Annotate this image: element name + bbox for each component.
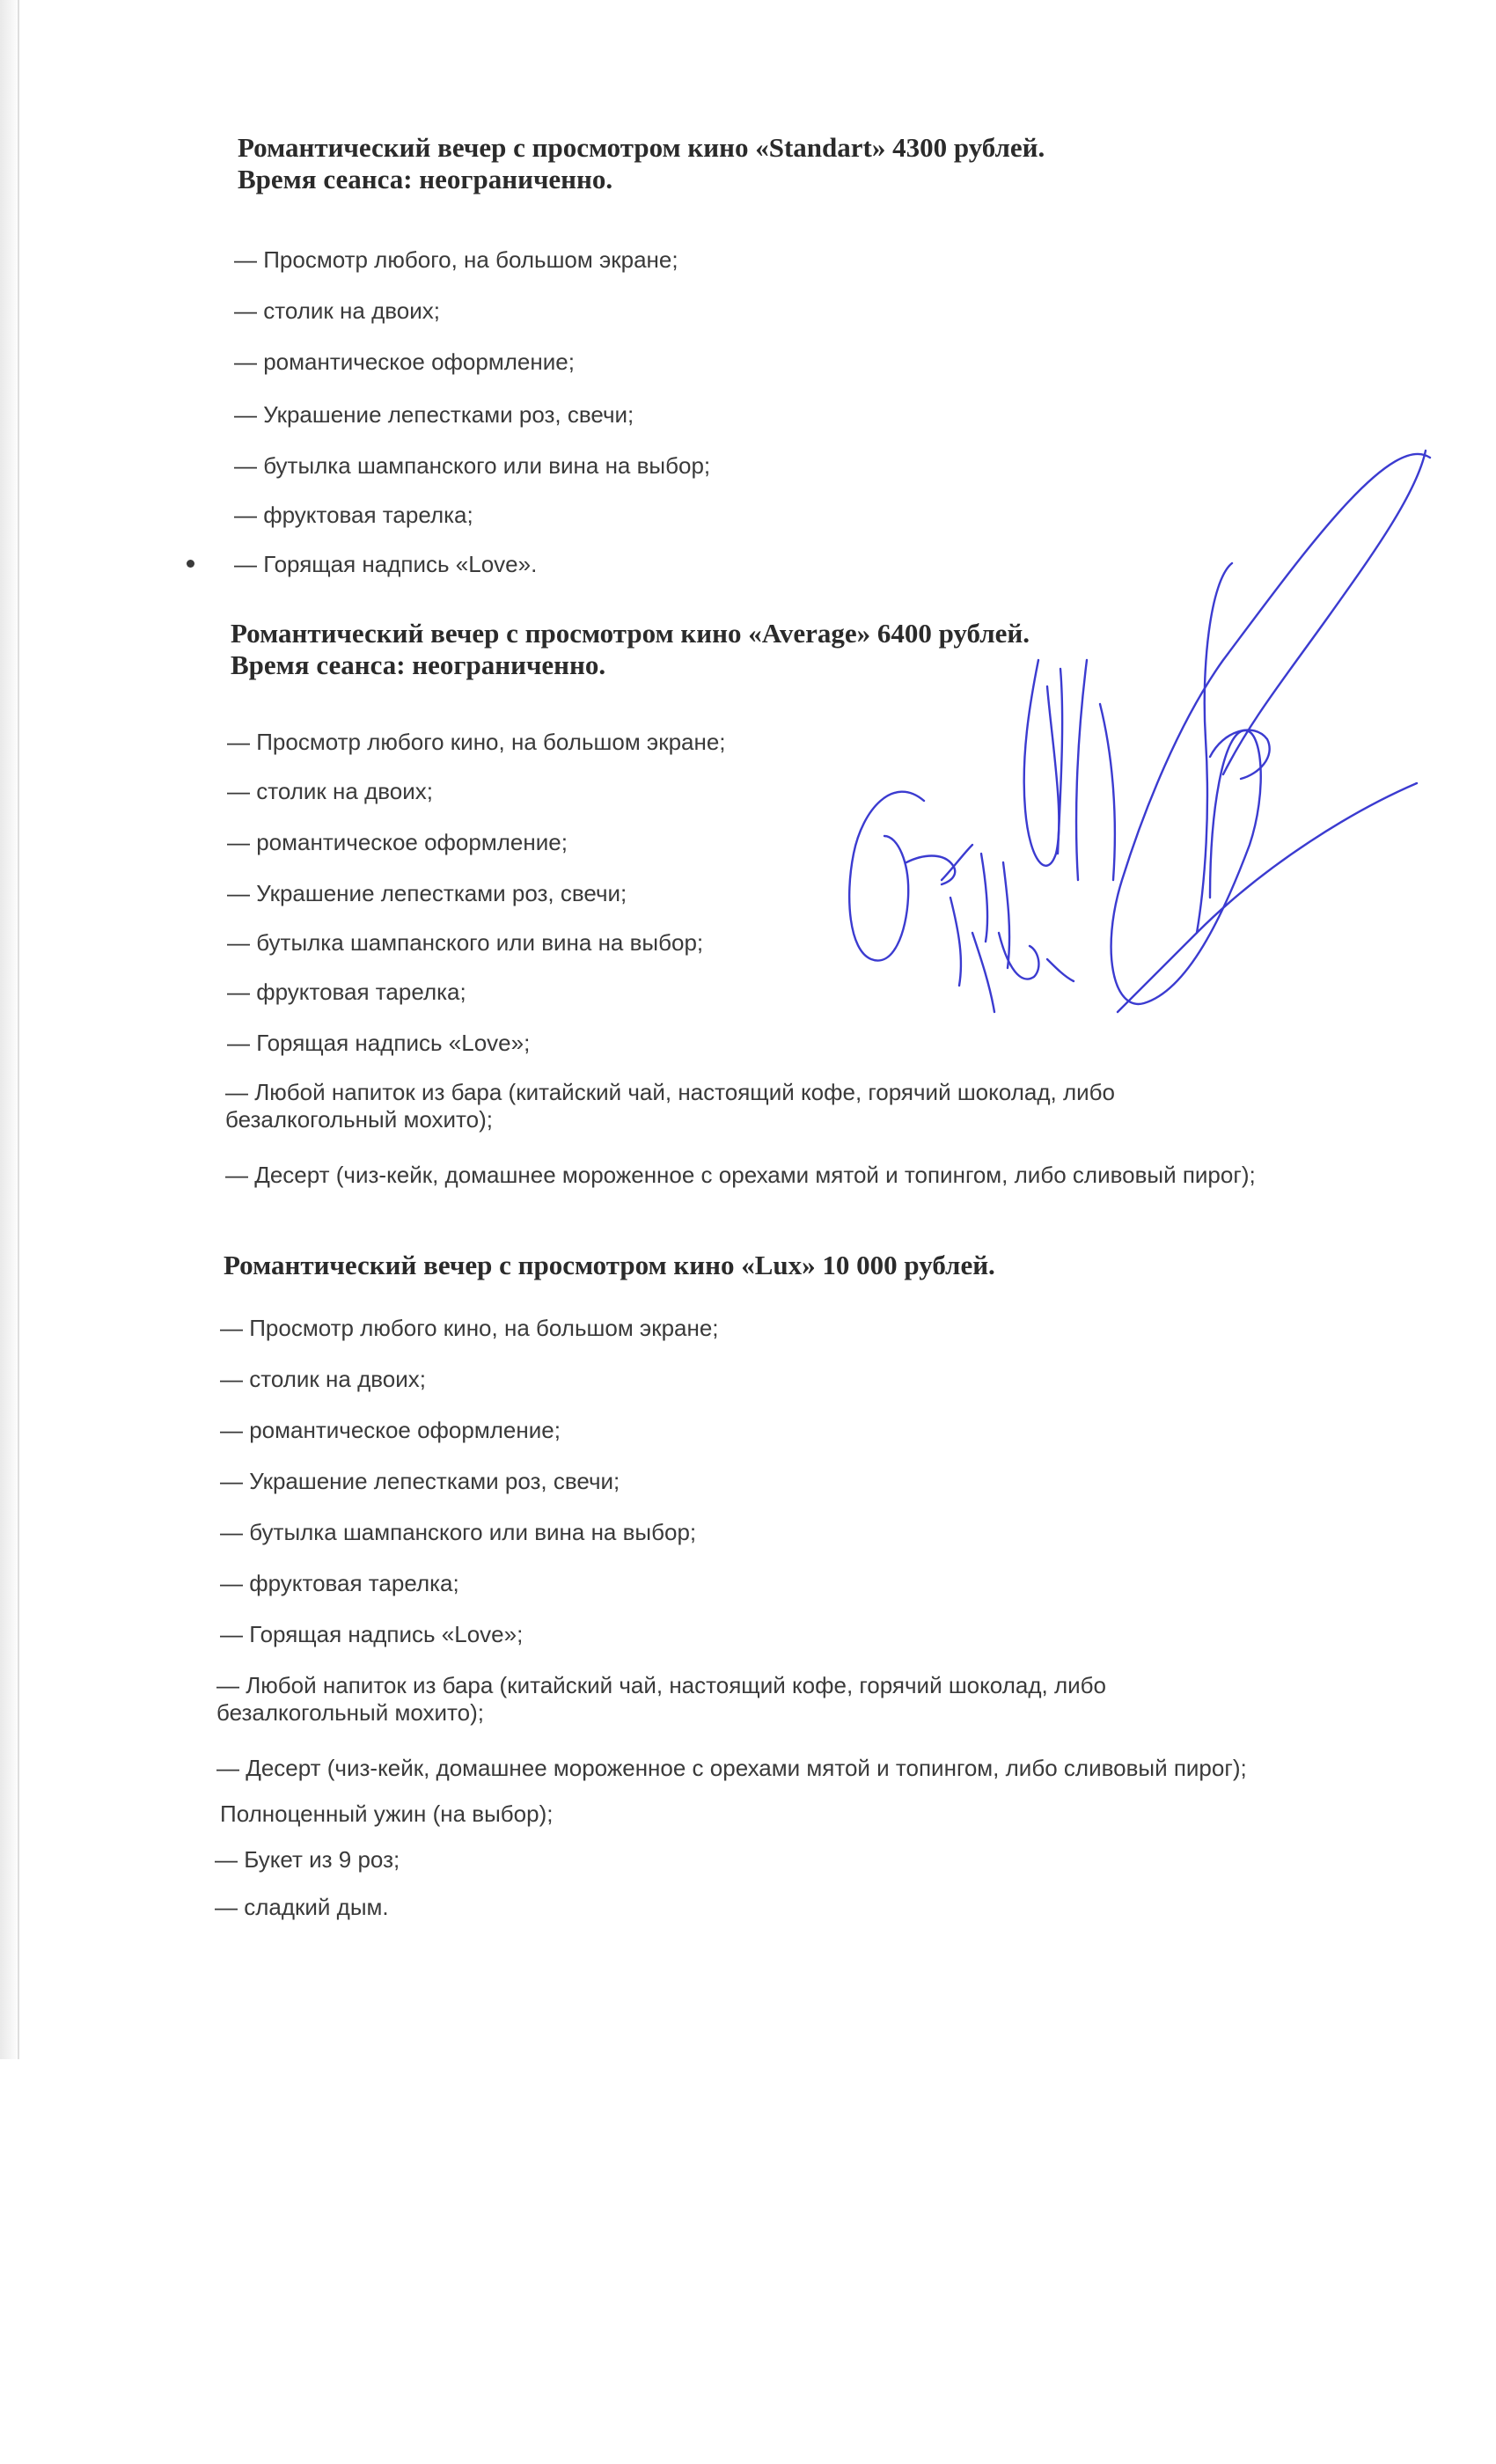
section-lux-heading [224, 1250, 995, 1281]
list-item: — Горящая надпись «Love». [234, 551, 538, 577]
scan-edge-line [18, 0, 19, 2059]
list-item: — столик на двоих; [227, 778, 433, 804]
list-item: — Десерт (чиз-кейк, домашнее мороженное с орехами мятой и топингом, либо сливовый пирог); [216, 1755, 1247, 1781]
section-standart-subtitle: Время сеанса: неограниченно. [238, 164, 613, 194]
section-average-subtitle: Время сеанса: неограниченно. [231, 649, 606, 680]
list-item: — бутылка шампанского или вина на выбор; [234, 452, 711, 479]
list-item: — Украшение лепестками роз, свечи; [227, 880, 627, 906]
list-item: — фруктовая тарелка; [234, 502, 473, 528]
list-item: — романтическое оформление; [227, 829, 568, 855]
list-item: — Украшение лепестками роз, свечи; [234, 401, 634, 428]
list-item: — Горящая надпись «Love»; [220, 1621, 524, 1647]
list-item: — фруктовая тарелка; [227, 979, 466, 1005]
section-average-title: Романтический вечер с просмотром кино «Average» 6400 рублей. [231, 618, 1030, 649]
list-item: — Любой напиток из бара (китайский чай, настоящий кофе, горячий шоколад, либо безалкогольный мохито); [225, 1079, 1115, 1133]
list-item: — столик на двоих; [234, 297, 440, 324]
list-item: — бутылка шампанского или вина на выбор; [227, 929, 704, 956]
list-item: — сладкий дым. [215, 1894, 389, 1920]
list-item: — Десерт (чиз-кейк, домашнее мороженное с орехами мятой и топингом, либо сливовый пирог); [225, 1162, 1256, 1188]
scan-edge-shadow [0, 0, 19, 2059]
list-item: — Горящая надпись «Love»; [227, 1030, 531, 1056]
list-item: — романтическое оформление; [234, 348, 575, 375]
bullet-dot [187, 560, 194, 568]
list-item: — Украшение лепестками роз, свечи; [220, 1468, 620, 1494]
list-item: — Любой напиток из бара (китайский чай, настоящий кофе, горячий шоколад, либо безалкогольный мохито); [216, 1672, 1106, 1726]
list-item: — столик на двоих; [220, 1366, 426, 1392]
list-item: — романтическое оформление; [220, 1417, 561, 1443]
list-item: — бутылка шампанского или вина на выбор; [220, 1519, 697, 1545]
list-item: — Просмотр любого кино, на большом экране; [227, 729, 726, 755]
signature-image [810, 440, 1443, 1056]
list-item: — фруктовая тарелка; [220, 1570, 459, 1596]
section-standart-heading [238, 132, 1045, 195]
list-item: — Просмотр любого кино, на большом экране; [220, 1315, 719, 1341]
section-standart-title: Романтический вечер с просмотром кино «Standart» 4300 рублей. [238, 132, 1045, 163]
list-item: Полноценный ужин (на выбор); [220, 1800, 554, 1827]
list-item: — Букет из 9 роз; [215, 1846, 400, 1873]
list-item: — Просмотр любого, на большом экране; [234, 246, 678, 273]
section-lux-title: Романтический вечер с просмотром кино «Lux» 10 000 рублей. [224, 1250, 995, 1280]
